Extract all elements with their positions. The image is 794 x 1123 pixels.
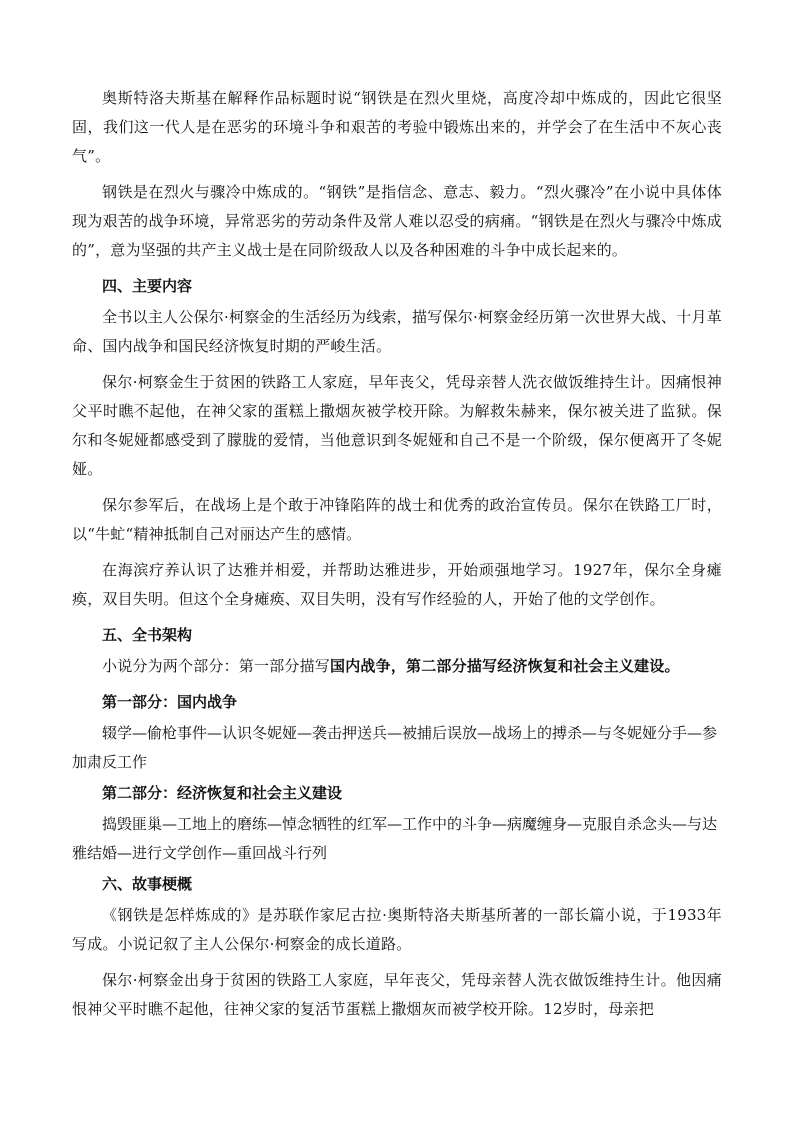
paragraph-main-content-summary: 全书以主人公保尔·柯察金的生活经历为线索，描写保尔·柯察金经历第一次世界大战、十月革命、国内战争和国民经济恢复时期的严峻生活。	[72, 308, 722, 355]
paragraph-synopsis-intro: 《钢铁是怎样炼成的》是苏联作家尼古拉·奥斯特洛夫斯基所著的一部长篇小说，于1933年写成。小说记叙了主人公保尔·柯察金的成长道路。	[72, 906, 722, 953]
structure-comma: ，	[390, 657, 407, 675]
paragraph-army-life: 保尔参军后，在战场上是个敢于冲锋陷阵的战士和优秀的政治宣传员。保尔在铁路工厂时，以“牛虻“精神抵制自己对丽达产生的感情。	[72, 496, 722, 543]
structure-part1-bold: 国内战争	[330, 657, 391, 675]
section-heading-main-content: 四、主要内容	[102, 277, 193, 295]
document-page	[72, 84, 722, 1031]
structure-period: 。	[664, 657, 680, 675]
structure-part2-bold: 第二部分描写经济恢复和社会主义建设	[406, 657, 665, 675]
paragraph-early-life: 保尔·柯察金生于贫困的铁路工人家庭，早年丧父，凭母亲替人洗衣做饭维持生计。因痛恨神父平时瞧不起他，在神父家的蛋糕上撒烟灰被学校开除。为解救朱赫来，保尔被关进了监狱。保尔和冬妮娅都感受到了朦胧的爱情，当他意识到冬妮娅和自己不是一个阶级，保尔便离开了冬妮娅。	[72, 373, 722, 478]
part1-heading: 第一部分：国内战争	[102, 693, 238, 711]
paragraph-title-meaning: 钢铁是在烈火与骤冷中炼成的。“钢铁”是指信念、意志、毅力。“烈火骤冷”在小说中具体体现为艰苦的战争环境，异常恶劣的劳动条件及常人难以忍受的病痛。“钢铁是在烈火与骤冷中炼成的”，意为坚强的共产主义战士是在同阶级敌人以及各种困难的斗争中成长起来的。	[72, 183, 722, 259]
part2-heading: 第二部分：经济恢复和社会主义建设	[102, 784, 343, 802]
paragraph-later-life: 在海滨疗养认识了达雅并相爱，并帮助达雅进步，开始顽强地学习。1927年，保尔全身瘫痪，双目失明。但这个全身瘫痪、双目失明，没有写作经验的人，开始了他的文学创作。	[72, 561, 722, 608]
paragraph-title-explanation: 奥斯特洛夫斯基在解释作品标题时说“钢铁是在烈火里烧，高度冷却中炼成的，因此它很坚固，我们这一代人是在恶劣的环境斗争和艰苦的考验中锻炼出来的，并学会了在生活中不灰心丧气”。	[72, 89, 722, 165]
part1-event-chain: 辍学—偷枪事件—认识冬妮娅—袭击押送兵—被捕后误放—战场上的搏杀—与冬妮娅分手—参加肃反工作	[72, 724, 718, 771]
paragraph-structure-summary	[72, 652, 722, 681]
section-heading-synopsis: 六、故事梗概	[102, 875, 193, 893]
section-heading-structure: 五、全书架构	[102, 626, 193, 644]
part2-event-chain: 捣毁匪巢—工地上的磨练—悼念牺牲的红军—工作中的斗争—病魔缠身—克服自杀念头—与达雅结婚—进行文学创作—重回战斗行列	[72, 815, 718, 862]
paragraph-synopsis-childhood: 保尔·柯察金出身于贫困的铁路工人家庭，早年丧父，凭母亲替人洗衣做饭维持生计。他因痛恨神父平时瞧不起他，往神父家的复活节蛋糕上撒烟灰而被学校开除。12岁时，母亲把	[72, 971, 722, 1018]
structure-lead-text: 小说分为两个部分：第一部分描写	[102, 657, 331, 675]
